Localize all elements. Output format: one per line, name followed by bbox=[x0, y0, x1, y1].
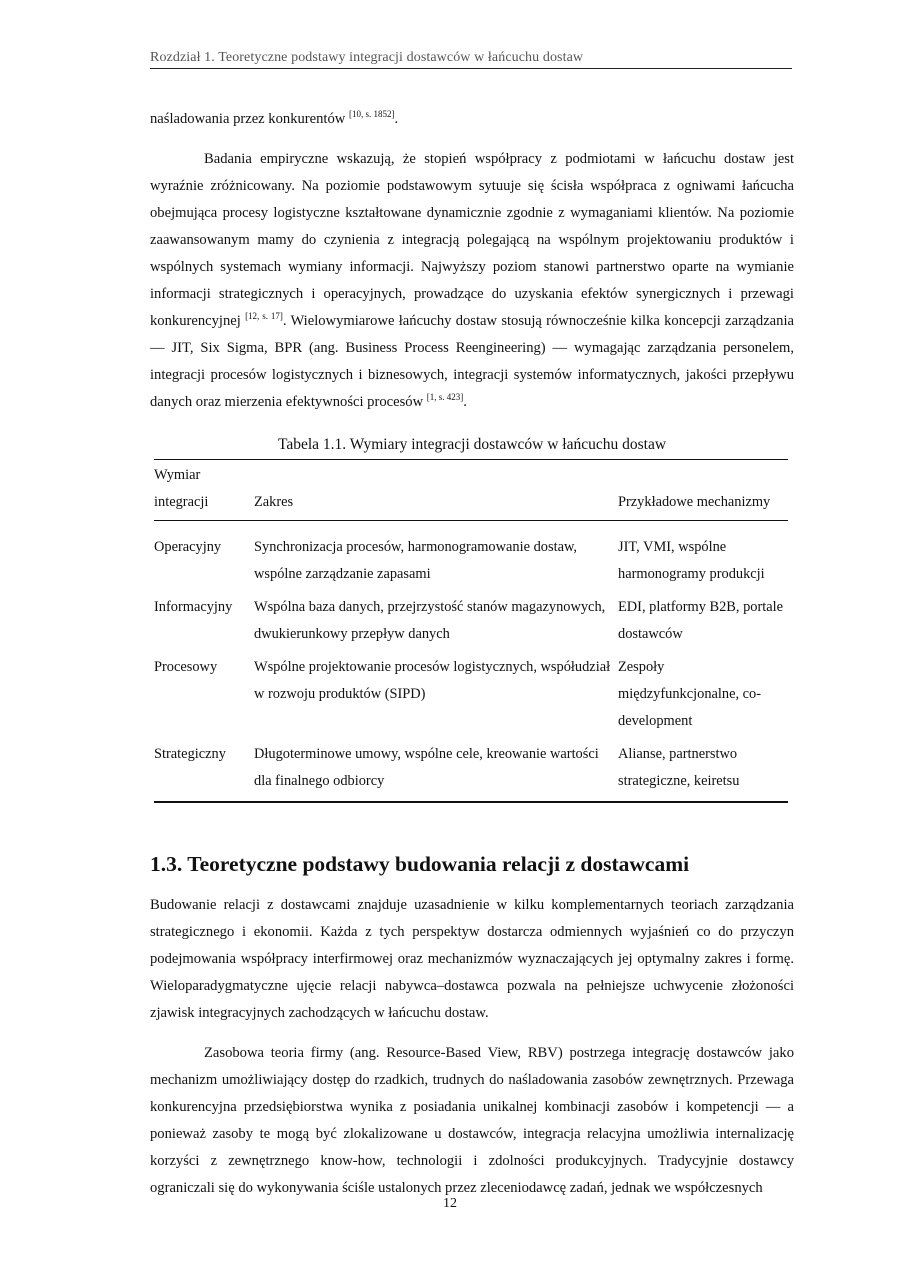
table-row bbox=[154, 521, 788, 595]
cell-dimension: Operacyjny bbox=[154, 539, 222, 555]
paragraph-rbv: Zasobowa teoria firmy (ang. Resource-Based View, RBV) postrzega integrację dostawców jako mechanizm umożliwiający dostęp do rzadkich, trudnych do naśladowania zasobów zewnętrznych. Przewaga konkurencyjna przedsiębiorstwa wynika z posiadania unikalnej kombinacji zasobów i kompetencji — a ponieważ zasoby te mogą być zlokalizowane u dostawców, integracja relacyjna umożliwia internalizację korzyści z zewnętrznego know-how, technologii i zdolności produkcyjnych. Tradycyjnie dostawcy ograniczali się do wykonywania ściśle ustalonych przez zleceniodawcę zadań, jednak we współczesnych bbox=[150, 1045, 794, 1196]
page-content bbox=[150, 106, 794, 1202]
header-mechanisms: Przykładowe mechanizmy bbox=[618, 494, 771, 510]
citation: [12, s. 17] bbox=[245, 311, 283, 322]
paragraph-text: naśladowania przez konkurentów bbox=[150, 111, 349, 127]
cell-scope: Wspólne projektowanie procesów logistycznych, współudział w rozwoju produktów (SIPD) bbox=[254, 659, 611, 702]
paragraph-text: . Wielowymiarowe łańcuchy dostaw stosują równocześnie kilka koncepcji zarządzania — JIT, Six Sigma, BPR (ang. Business Process Reengineering) — wymagając zarządzania personelem, integracji procesów logistycznych i biznesowych, integracji systemów informatycznych, jakości przepływu danych oraz mierzenia efektywności procesów bbox=[150, 313, 794, 410]
header-dimension: Wymiar integracji bbox=[154, 467, 209, 510]
citation: [10, s. 1852] bbox=[348, 109, 395, 120]
page-number: 12 bbox=[443, 1196, 457, 1211]
table-row bbox=[154, 654, 788, 741]
paragraph-text: Badania empiryczne wskazują, że stopień współpracy z podmiotami w łańcuchu dostaw jest wyraźnie zróżnicowany. Na poziomie podstawowym sytuuje się ścisła współpraca z ogniwami łańcucha obejmująca procesy logistyczne kształtowane dynamicznie zgodnie z wymaganiami klientów. Na poziomie zaawansowanym mamy do czynienia z integracją polegającą na wspólnym projektowaniu produktów i wspólnych systemach wymiany informacji. Najwyższy poziom stanowi partnerstwo oparte na wymianie informacji strategicznych i operacyjnych, prowadzące do uzyskania efektów synergicznych i przewagi konkurencyjnej bbox=[150, 151, 794, 329]
cell-mechanisms: JIT, VMI, wspólne harmonogramy produkcji bbox=[618, 539, 765, 582]
citation: [1, s. 423] bbox=[426, 392, 464, 403]
paragraph-theories: Budowanie relacji z dostawcami znajduje uzasadnienie w kilku komplementarnych teoriach zarządzania strategicznego i ekonomii. Każda z tych perspektyw dostarcza odmiennych wyjaśnień co do przyczyn podejmowania współpracy interfirmowej oraz mechanizmów wyznaczających jej optymalny zakres i formę. Wieloparadygmatyczne ujęcie relacji nabywca–dostawca pozwala na pełniejsze uchwycenie złożoności zjawisk integracyjnych zachodzących w łańcuchu dostaw. bbox=[150, 897, 794, 1021]
cell-mechanisms: Zespoły międzyfunkcjonalne, co-development bbox=[618, 659, 762, 729]
table-caption: Tabela 1.1. Wymiary integracji dostawców w łańcuchu dostaw bbox=[277, 436, 667, 453]
running-header: Rozdział 1. Teoretyczne podstawy integracji dostawców w łańcuchu dostaw bbox=[150, 50, 792, 69]
cell-mechanisms: EDI, platformy B2B, portale dostawców bbox=[618, 599, 784, 642]
table-row bbox=[154, 594, 788, 654]
cell-dimension: Procesowy bbox=[154, 659, 218, 675]
table-header-row bbox=[154, 460, 788, 521]
table-row bbox=[154, 741, 788, 802]
integration-dimensions-table bbox=[154, 459, 788, 803]
paragraph-text: . bbox=[463, 394, 467, 410]
cell-scope: Długoterminowe umowy, wspólne cele, kreowanie wartości dla finalnego odbiorcy bbox=[254, 746, 599, 789]
cell-dimension: Strategiczny bbox=[154, 746, 226, 762]
header-scope: Zakres bbox=[254, 494, 294, 510]
cell-scope: Wspólna baza danych, przejrzystość stanów magazynowych, dwukierunkowy przepływ danych bbox=[254, 599, 606, 642]
paragraph-empirical bbox=[150, 146, 794, 416]
cell-mechanisms: Alianse, partnerstwo strategiczne, keiretsu bbox=[618, 746, 740, 789]
cell-dimension: Informacyjny bbox=[154, 599, 233, 615]
section-heading: 1.3. Teoretyczne podstawy budowania relacji z dostawcami bbox=[150, 852, 690, 876]
paragraph-continuation bbox=[150, 106, 794, 133]
cell-scope: Synchronizacja procesów, harmonogramowanie dostaw, wspólne zarządzanie zapasami bbox=[254, 539, 578, 582]
paragraph-text: . bbox=[394, 111, 399, 127]
